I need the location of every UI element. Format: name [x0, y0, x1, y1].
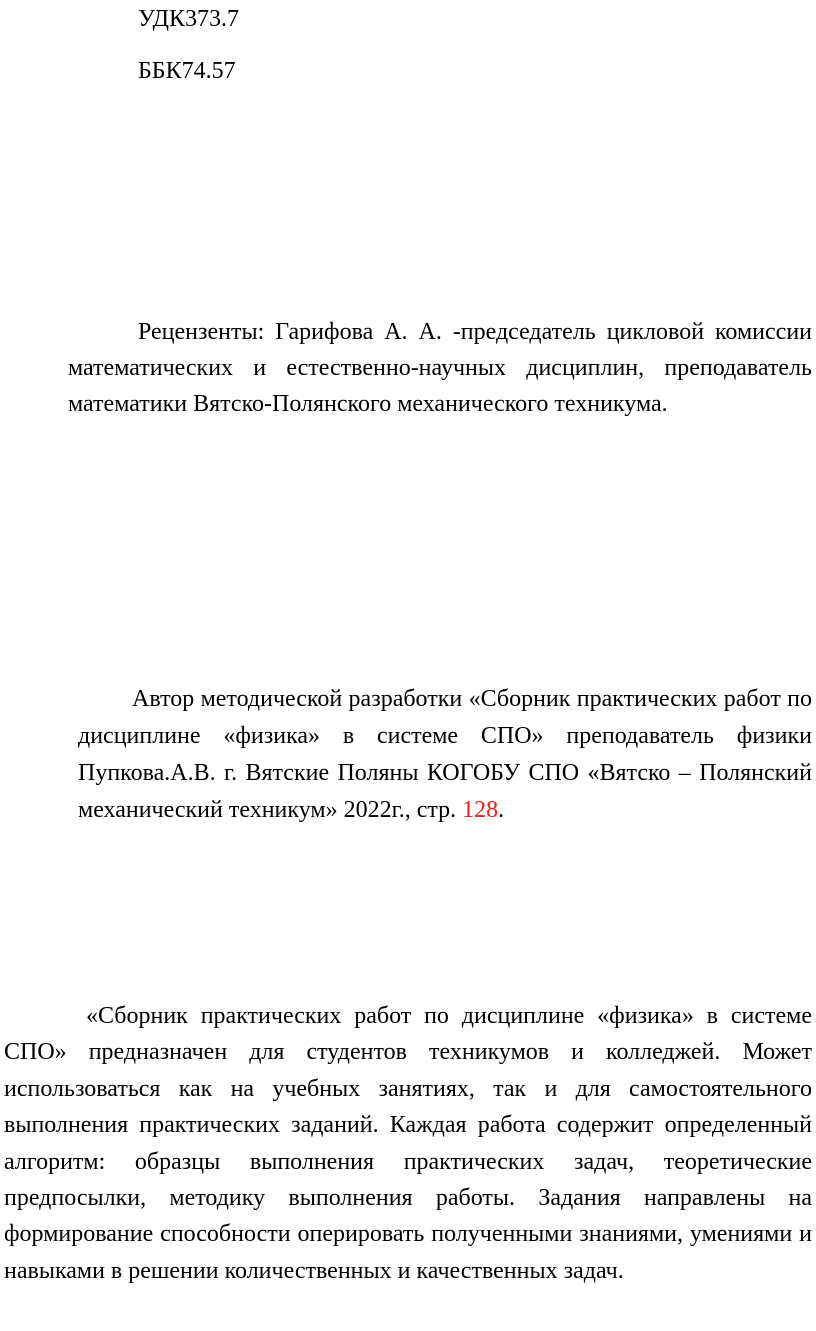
reviewers-text: Рецензенты: Гарифова А. А. -председатель цикловой комиссии математических и естественно-научных дисциплин, преподаватель математики Вятско-Полянского механического техникума. — [68, 319, 812, 417]
reviewers-paragraph — [68, 314, 812, 422]
author-paragraph — [78, 681, 812, 829]
description-text: «Сборник практических работ по дисциплине «физика» в системе СПО» предназначен для студентов техникумов и колледжей. Может использоваться как на учебных занятиях, так и для самостоятельного выполнения практических заданий. Каждая работа содержит определенный алгоритм: образцы выполнения практических задач, теоретические предпосылки, методику выполнения работы. Задания направлены на формирование способности оперировать полученными знаниями, умениями и навыками в решении количественных и качественных задач. — [4, 1003, 812, 1284]
bbk-code: ББК74.57 — [138, 58, 236, 84]
author-text: Автор методической разработки «Сборник практических работ по дисциплине «физика» в системе СПО» преподаватель физики Пупкова.А.В. г. Вятские Поляны КОГОБУ СПО «Вятско – Полянский механический техникум» 2022г., стр. — [78, 686, 812, 823]
udk-code: УДК373.7 — [138, 6, 239, 32]
description-paragraph — [4, 998, 812, 1289]
author-text-end: . — [498, 797, 505, 823]
page-count: 128 — [462, 797, 499, 823]
